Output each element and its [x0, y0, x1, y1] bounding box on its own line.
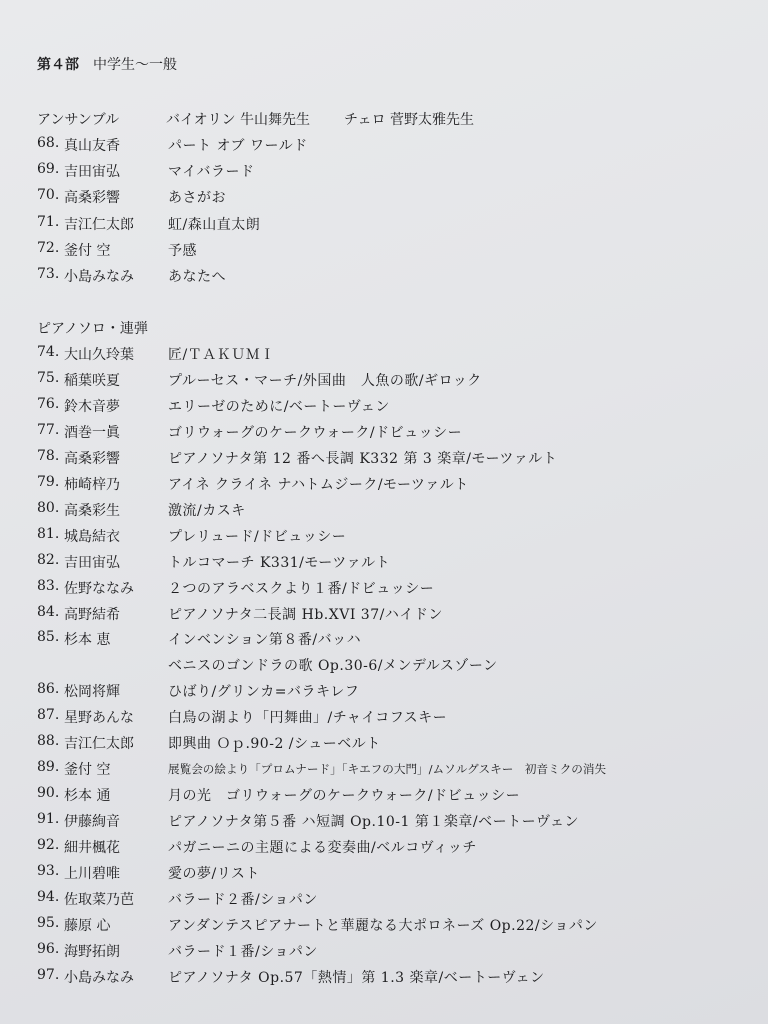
entry-number: 69. [37, 161, 60, 178]
entry-number: 82. [37, 551, 60, 568]
entry-number: 89. [37, 759, 60, 776]
piece-title: 愛の夢/リスト [168, 866, 260, 882]
performer-name: 釜付 空 [64, 242, 111, 259]
piece-title: インベンション第８番/バッハ [168, 632, 362, 649]
entry-number: 96. [37, 940, 60, 957]
piece-title: 白鳥の湖より「円舞曲」/チャイコフスキー [168, 710, 448, 727]
section-title [37, 54, 177, 74]
performer-name: 高野結希 [64, 606, 120, 623]
performer-name: 細井楓花 [64, 840, 120, 857]
performer-name: 佐取菜乃芭 [64, 891, 134, 908]
performer-name: 吉江仁太郎 [64, 736, 134, 753]
program-entry [0, 604, 768, 630]
entry-number: 80. [37, 499, 60, 516]
entry-number: 81. [37, 525, 60, 542]
performer-name: 大山久玲葉 [64, 347, 134, 363]
performer-name: 城島結衣 [64, 528, 120, 545]
piece-title: パート オブ ワールド [168, 138, 308, 154]
entry-number: 88. [37, 733, 60, 750]
program-entry [0, 240, 768, 266]
performer-name: 杉本 恵 [64, 632, 111, 649]
piece-title: トルコマーチ K331/モーツァルト [168, 554, 391, 571]
performer-name: 上川碧唯 [64, 866, 120, 882]
entry-number: 74. [37, 344, 60, 360]
entry-number: 76. [37, 395, 60, 412]
entry-number: 70. [37, 187, 60, 204]
performer-name: 酒巻一眞 [64, 424, 120, 441]
performer-name: 海野拓朗 [64, 943, 120, 960]
performer-name: 松岡将輝 [64, 684, 120, 701]
piece-title: マイバラード [168, 164, 255, 181]
piece-title: ピアノソナタ二長調 Hb.XVI 37/ハイドン [168, 606, 443, 623]
program-entry [0, 655, 768, 681]
performer-name: 藤原 心 [64, 917, 111, 934]
performer-name: 柿崎梓乃 [64, 476, 120, 493]
entry-number: 83. [37, 577, 60, 594]
piece-title: エリーゼのために/ベートーヴェン [168, 398, 390, 415]
performer-name: 稲葉咲夏 [64, 372, 120, 389]
piece-title: ひばり/グリンカ=バラキレフ [168, 684, 360, 701]
violin-teacher: バイオリン 牛山舞先生 [166, 112, 311, 128]
entry-number: 92. [37, 837, 60, 854]
piece-title: ピアノソナタ第 12 番へ長調 K332 第 3 楽章/モーツァルト [168, 450, 558, 467]
program-entry [0, 759, 768, 785]
program-entry [0, 214, 768, 240]
entry-number: 93. [37, 863, 60, 879]
entry-number: 79. [37, 473, 60, 490]
program-entry [0, 161, 768, 187]
piece-title: プルーセス・マーチ/外国曲 人魚の歌/ギロック [168, 372, 482, 389]
program-entry [0, 552, 768, 578]
piece-title: バラード１番/ショパン [168, 943, 318, 960]
entry-number: 73. [37, 266, 60, 282]
piece-title: 匠/ＴＡＫＵＭＩ [168, 347, 275, 363]
piece-title: パガニーニの主題による変奏曲/ベルコヴィッチ [168, 840, 477, 857]
piece-title: ベニスのゴンドラの歌 Op.30-6/メンデルスゾーン [168, 658, 498, 675]
program-entry [0, 785, 768, 811]
piece-title: アイネ クライネ ナハトムジーク/モーツァルト [168, 476, 469, 493]
performer-name: 高桑彩生 [64, 502, 120, 519]
piece-title: ピアノソナタ第５番 ハ短調 Op.10-1 第１楽章/ベートーヴェン [168, 814, 580, 831]
piece-title: ゴリウォーグのケークウォーク/ドビュッシー [168, 424, 463, 441]
entry-number: 78. [37, 447, 60, 464]
program-entry [0, 266, 768, 292]
entry-number: 85. [37, 629, 60, 646]
program-entry [0, 967, 768, 993]
program-entry [0, 187, 768, 213]
program-entry [0, 500, 768, 526]
entry-number: 90. [37, 785, 60, 802]
entry-number: 91. [37, 811, 60, 828]
piece-title: 月の光 ゴリウォーグのケークウォーク/ドビュッシー [168, 788, 521, 805]
program-entry [0, 837, 768, 863]
program-entry [0, 811, 768, 837]
performer-name: 杉本 通 [64, 788, 111, 805]
entry-number: 87. [37, 707, 60, 724]
performer-name: 佐野ななみ [64, 580, 134, 597]
program-entry [0, 578, 768, 604]
program-entry [0, 733, 768, 759]
performer-name: 高桑彩響 [64, 450, 120, 467]
performer-name: 小島みなみ [64, 969, 134, 986]
part-subtitle: 中学生〜一般 [93, 57, 177, 73]
ensemble-heading: アンサンブル [37, 112, 120, 128]
program-entry [0, 863, 768, 889]
program-entry [0, 915, 768, 941]
piece-title: バラード２番/ショパン [168, 891, 318, 908]
entry-number: 75. [37, 369, 60, 386]
piece-title: 予感 [168, 242, 197, 259]
program-entry [0, 344, 768, 370]
entry-number: 84. [37, 603, 60, 620]
entry-number: 68. [37, 135, 60, 151]
performer-name: 鈴木音夢 [64, 398, 120, 415]
piece-title: プレリュード/ドビュッシー [168, 528, 347, 545]
piano-heading: ピアノソロ・連弾 [37, 321, 148, 337]
entry-number: 72. [37, 239, 60, 256]
program-entry [0, 396, 768, 422]
program-entry [0, 135, 768, 161]
piece-title: 虹/森山直太朗 [168, 216, 261, 233]
performer-name: 小島みなみ [64, 269, 134, 285]
piece-title: 展覧会の絵より「プロムナード」「キエフの大門」/ムソルグスキー 初音ミクの消失 [168, 762, 607, 777]
program-entry [0, 370, 768, 396]
performer-name: 吉江仁太郎 [64, 216, 134, 233]
program-entry [0, 681, 768, 707]
part-label: 第４部 [37, 57, 79, 73]
ensemble-teachers [166, 109, 474, 129]
program-entry [0, 448, 768, 474]
program-entry [0, 474, 768, 500]
entry-number: 77. [37, 421, 60, 438]
performer-name: 真山友香 [64, 138, 120, 154]
program-entry [0, 889, 768, 915]
piece-title: ２つのアラベスクより１番/ドビュッシー [168, 580, 435, 597]
program-entry [0, 941, 768, 967]
performer-name: 星野あんな [64, 710, 134, 727]
program-entry [0, 422, 768, 448]
program-entry [0, 526, 768, 552]
program-entry [0, 707, 768, 733]
piece-title: 即興曲 Ｏｐ.90-2 /シューベルト [168, 736, 381, 753]
performer-name: 吉田宙弘 [64, 164, 120, 181]
performer-name: 伊藤絢音 [64, 814, 120, 831]
piece-title: ピアノソナタ Op.57「熱情」第 1.3 楽章/ベートーヴェン [168, 969, 545, 986]
entry-number: 71. [37, 213, 60, 230]
entry-number: 86. [37, 681, 60, 698]
performer-name: 吉田宙弘 [64, 554, 120, 571]
entry-number: 97. [37, 966, 60, 983]
entry-number: 94. [37, 888, 60, 905]
performer-name: 高桑彩響 [64, 190, 120, 207]
performer-name: 釜付 空 [64, 762, 111, 779]
piece-title: あなたへ [168, 269, 226, 285]
program-entry [0, 629, 768, 655]
entry-number: 95. [37, 914, 60, 931]
piece-title: アンダンテスピアナートと華麗なる大ポロネーズ Op.22/ショパン [168, 917, 598, 934]
piece-title: あさがお [168, 190, 226, 207]
cello-teacher: チェロ 菅野太雅先生 [344, 112, 475, 128]
piece-title: 激流/カスキ [168, 502, 246, 519]
